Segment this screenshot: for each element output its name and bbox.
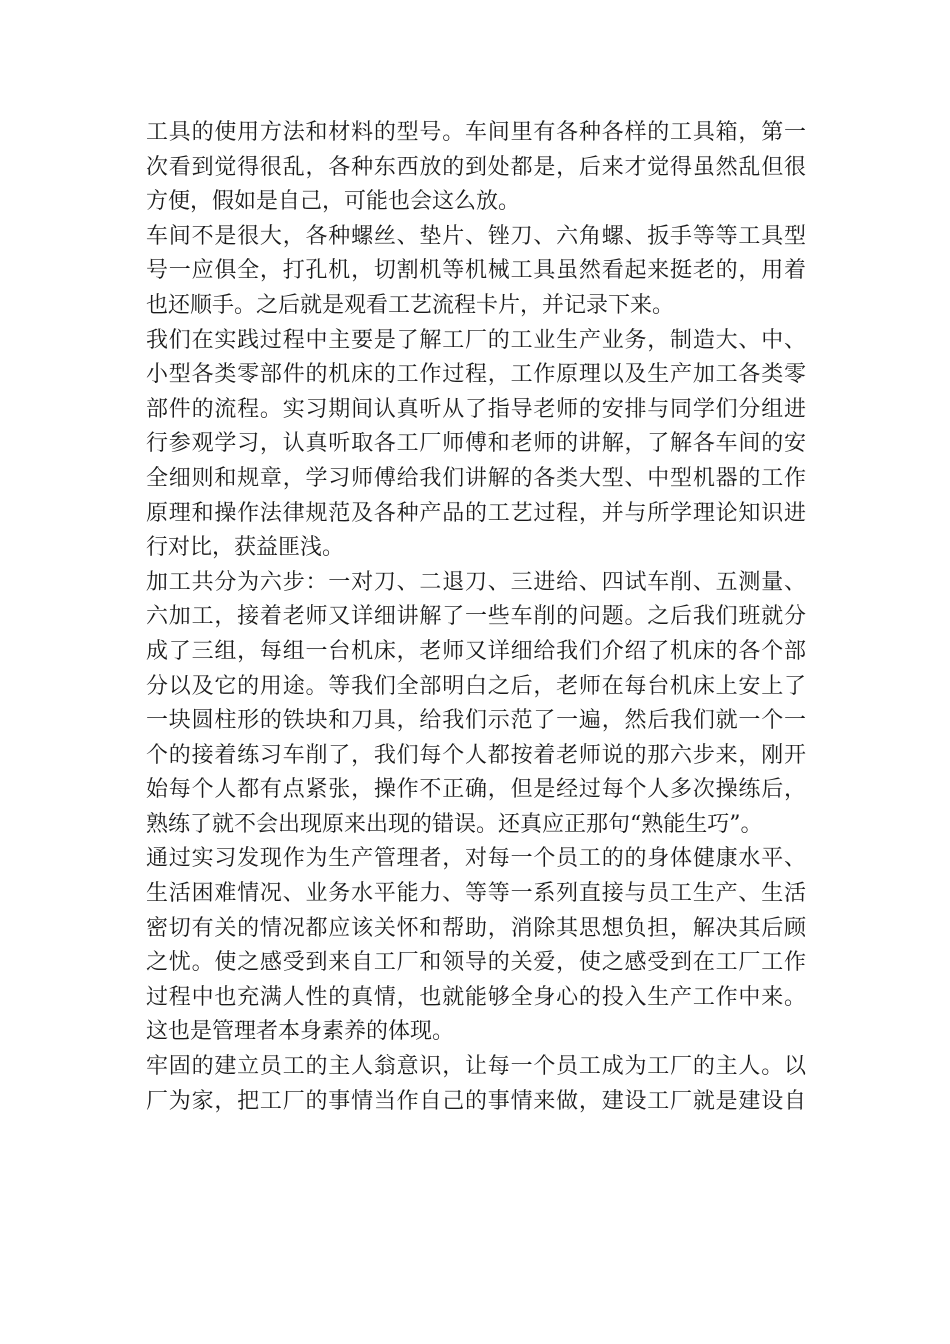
paragraph-5 bbox=[146, 842, 806, 1050]
paragraph-6 bbox=[146, 1050, 806, 1119]
text-line: 通过实习发现作为生产管理者，对每一个员工的的身体健康水平、 bbox=[146, 846, 806, 872]
text-line: 牢固的建立员工的主人翁意识，让每一个员工成为工厂的主人。以 bbox=[146, 1054, 806, 1080]
text-line: 始每个人都有点紧张，操作不正确，但是经过每个人多次操练后， bbox=[146, 777, 806, 803]
text-line: 过程中也充满人性的真情，也就能够全身心的投入生产工作中来。 bbox=[146, 984, 806, 1010]
text-line: 方便，假如是自己，可能也会这么放。 bbox=[146, 189, 521, 215]
text-line: 行参观学习，认真听取各工厂师傅和老师的讲解，了解各车间的安 bbox=[146, 431, 806, 457]
text-line: 我们在实践过程中主要是了解工厂的工业生产业务，制造大、中、 bbox=[146, 327, 806, 353]
text-line: 小型各类零部件的机床的工作过程，工作原理以及生产加工各类零 bbox=[146, 362, 806, 388]
paragraph-2 bbox=[146, 220, 806, 324]
text-line: 这也是管理者本身素养的体现。 bbox=[146, 1019, 455, 1045]
text-line: 加工共分为六步：一对刀、二退刀、三进给、四试车削、五测量、 bbox=[146, 569, 806, 595]
text-line: 生活困难情况、业务水平能力、等等一系列直接与员工生产、生活 bbox=[146, 881, 806, 907]
text-line: 也还顺手。之后就是观看工艺流程卡片，并记录下来。 bbox=[146, 292, 675, 318]
text-line: 全细则和规章，学习师傅给我们讲解的各类大型、中型机器的工作 bbox=[146, 465, 806, 491]
paragraph-4 bbox=[146, 566, 806, 843]
document-page bbox=[146, 116, 806, 1119]
paragraph-3 bbox=[146, 324, 806, 566]
text-line: 次看到觉得很乱，各种东西放的到处都是，后来才觉得虽然乱但很 bbox=[146, 154, 806, 180]
text-line: 车间不是很大，各种螺丝、垫片、锉刀、六角螺、扳手等等工具型 bbox=[146, 223, 806, 249]
paragraph-1 bbox=[146, 116, 806, 220]
text-line: 分以及它的用途。等我们全部明白之后，老师在每台机床上安上了 bbox=[146, 673, 806, 699]
text-line: 厂为家，把工厂的事情当作自己的事情来做，建设工厂就是建设自 bbox=[146, 1088, 806, 1114]
text-line: 原理和操作法律规范及各种产品的工艺过程，并与所学理论知识进 bbox=[146, 500, 806, 526]
text-line: 个的接着练习车削了，我们每个人都按着老师说的那六步来，刚开 bbox=[146, 742, 806, 768]
text-line: 一块圆柱形的铁块和刀具，给我们示范了一遍，然后我们就一个一 bbox=[146, 708, 806, 734]
text-line: 行对比，获益匪浅。 bbox=[146, 535, 345, 561]
text-line: 号一应俱全，打孔机，切割机等机械工具虽然看起来挺老的，用着 bbox=[146, 258, 806, 284]
text-line: 工具的使用方法和材料的型号。车间里有各种各样的工具箱，第一 bbox=[146, 120, 806, 145]
text-line: 密切有关的情况都应该关怀和帮助，消除其思想负担，解决其后顾 bbox=[146, 915, 806, 941]
text-line: 部件的流程。实习期间认真听从了指导老师的安排与同学们分组进 bbox=[146, 396, 806, 422]
text-line: 六加工，接着老师又详细讲解了一些车削的问题。之后我们班就分 bbox=[146, 604, 806, 630]
text-line: 之忧。使之感受到来自工厂和领导的关爱，使之感受到在工厂工作 bbox=[146, 950, 806, 976]
text-line: 熟练了就不会出现原来出现的错误。还真应正那句“熟能生巧”。 bbox=[146, 811, 763, 837]
text-line: 成了三组，每组一台机床，老师又详细给我们介绍了机床的各个部 bbox=[146, 638, 806, 664]
